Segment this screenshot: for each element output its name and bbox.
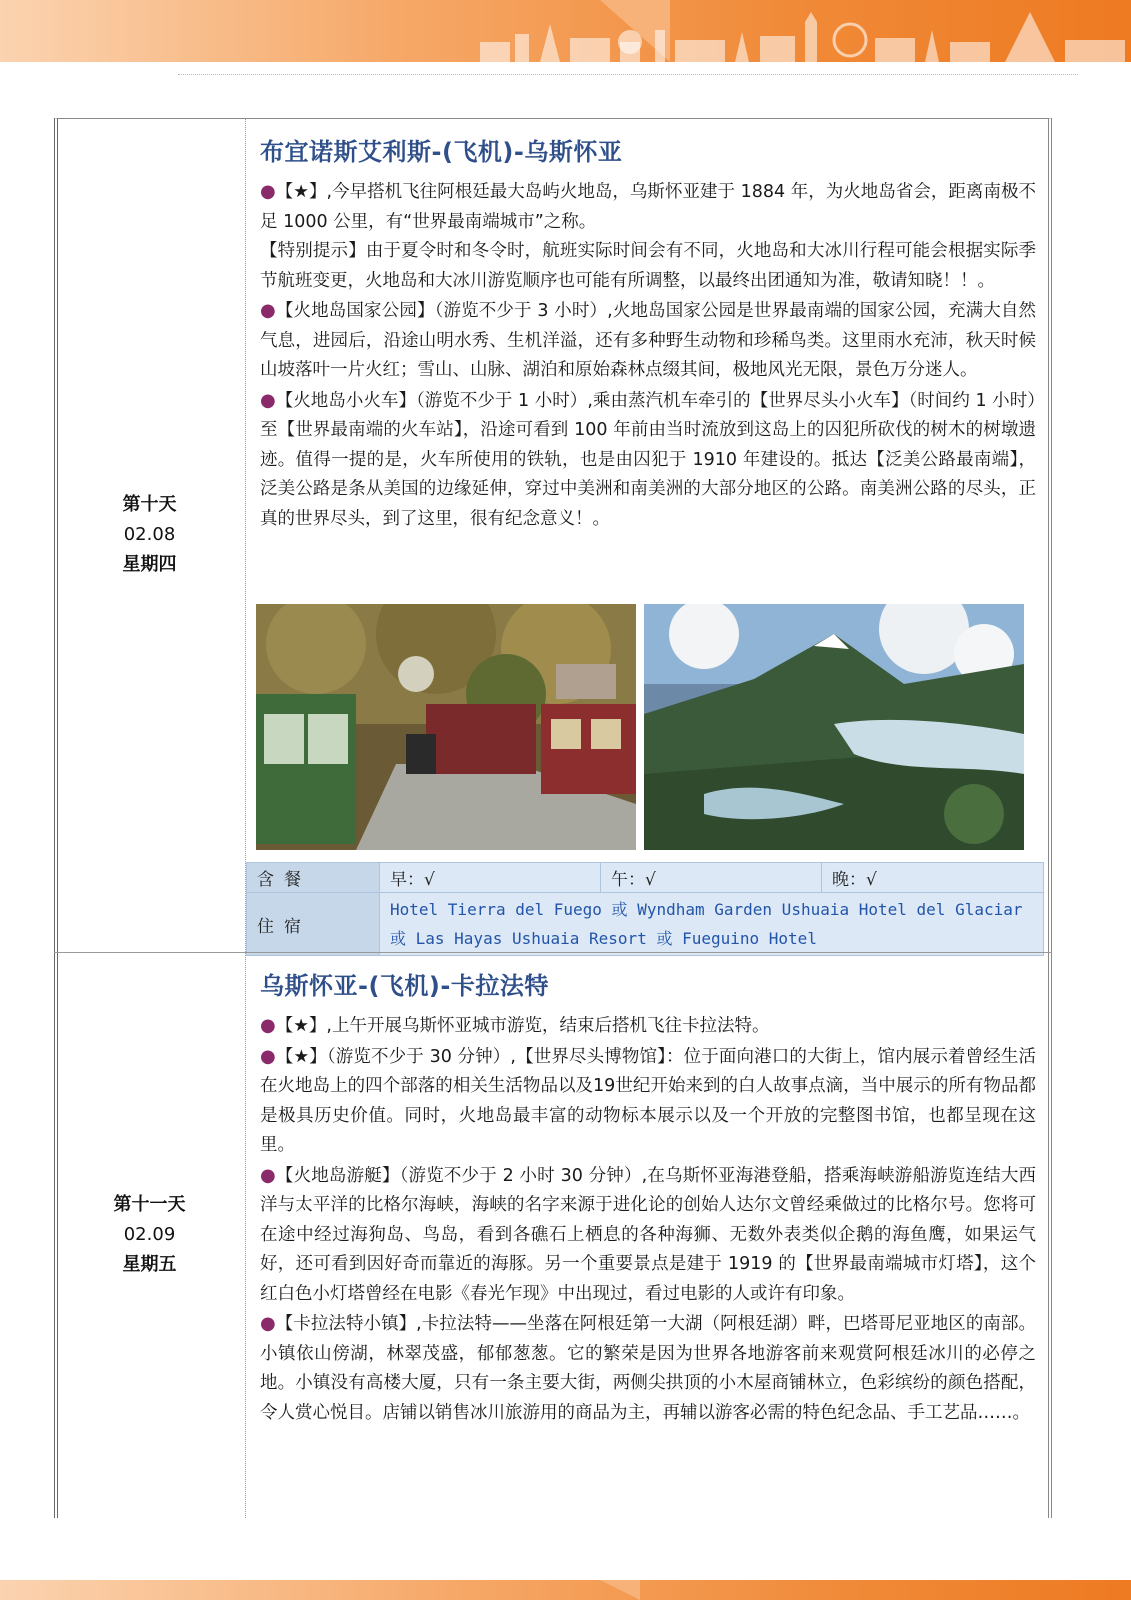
day-title: 乌斯怀亚-(飞机)-卡拉法特 xyxy=(260,972,549,1000)
paragraph: ●【卡拉法特小镇】,卡拉法特——坐落在阿根廷第一大湖（阿根廷湖）畔，巴塔哥尼亚地区的南部。小镇依山傍湖，林翠茂盛，郁郁葱葱。它的繁荣是因为世界各地游客前来观赏阿根廷冰川的必停之地。小镇没有高楼大厦，只有一条主要大街，两侧尖拱顶的小木屋商铺林立，色彩缤纷的颜色搭配，令人赏心悦目。店铺以销售冰川旅游用的商品为主，再辅以游客必需的特色纪念品、手工艺品……。 xyxy=(260,1313,1036,1423)
lodging-label: 住宿 xyxy=(247,893,380,956)
breakfast-cell: 早：√ xyxy=(380,863,601,893)
train-photo xyxy=(256,604,636,850)
city-skyline-icon xyxy=(470,12,1131,62)
day-number: 第十一天 xyxy=(113,1194,186,1215)
day-section-11 xyxy=(54,952,1052,1518)
bullet-icon: ● xyxy=(260,1164,276,1186)
paragraph: 【特别提示】由于夏令时和冬令时，航班实际时间会有不同，火地岛和大冰川行程可能会根据实际季节航班变更，火地岛和大冰川游览顺序也可能有所调整，以最终出团通知为准，敬请知晓！！。 xyxy=(260,241,1036,291)
header-rule xyxy=(178,74,1078,75)
day-section-10 xyxy=(54,118,1052,952)
day-weekday: 星期四 xyxy=(122,554,177,575)
bullet-icon: ● xyxy=(260,300,276,321)
hotel-line: 或 Las Hayas Ushuaia Resort 或 Fueguino Hotel xyxy=(390,929,817,948)
dinner-cell: 晚：√ xyxy=(822,863,1044,893)
day-content xyxy=(246,952,1044,1518)
day-weekday: 星期五 xyxy=(122,1254,177,1275)
day-label-cell xyxy=(54,118,246,952)
day-date: 02.08 xyxy=(123,524,176,545)
meal-lodging-table xyxy=(246,862,1044,956)
header-band xyxy=(0,0,1131,62)
paragraph: ●【★】（游览不少于 30 分钟）,【世界尽头博物馆】：位于面向港口的大街上，馆内展示着曾经生活在火地岛上的四个部落的相关生活物品以及19世纪开始来到的白人故事点滴，当中展示的所有物品都是极具历史价值。同时，火地岛最丰富的动物标本展示以及一个开放的完整图书馆，也都呈现在这里。 xyxy=(260,1045,1036,1155)
bullet-icon: ● xyxy=(260,1313,276,1334)
day-number: 第十天 xyxy=(122,494,177,515)
photo-row xyxy=(256,604,1026,850)
bullet-icon: ● xyxy=(260,1015,276,1036)
bullet-icon: ● xyxy=(260,389,276,411)
paragraph: ●【火地岛游艇】（游览不少于 2 小时 30 分钟）,在乌斯怀亚海港登船，搭乘海峡游船游览连结大西洋与太平洋的比格尔海峡，海峡的名字来源于进化论的创始人达尔文曾经乘做过的比格尔号。您将可在途中经过海狗岛、鸟岛，看到各礁石上栖息的各种海狮、无数外表类似企鹅的海鱼鹰，如果运气好，还可看到因好奇而靠近的海豚。另一个重要景点是建于 1919 的【世界最南端城市灯塔】，这个红白色小灯塔曾经在电影《春光乍现》中出现过，看过电影的人或许有印象。 xyxy=(260,1164,1036,1304)
footer-band xyxy=(0,1580,1131,1600)
lunch-cell: 午：√ xyxy=(601,863,822,893)
day-title: 布宜诺斯艾利斯-(飞机)-乌斯怀亚 xyxy=(260,138,623,166)
footer-wedge xyxy=(600,1580,640,1600)
bullet-icon: ● xyxy=(260,1045,276,1067)
day-date: 02.09 xyxy=(123,1224,176,1245)
paragraph: ●【★】,今早搭机飞往阿根廷最大岛屿火地岛，乌斯怀亚建于 1884 年，为火地岛省会，距离南极不足 1000 公里，有“世界最南端城市”之称。 xyxy=(260,181,1036,232)
meals-label: 含餐 xyxy=(247,863,380,893)
paragraph: ●【火地岛小火车】（游览不少于 1 小时）,乘由蒸汽机车牵引的【世界尽头小火车】（时间约 1 小时）至【世界最南端的火车站】，沿途可看到 100 年前由当时流放到这岛上的囚犯所砍伐的树木的树墩遗迹。值得一提的是，火车所使用的铁轨，也是由囚犯于 1910 年建设的。抵达【泛美公路最南端】，泛美公路是条从美国的边缘延伸，穿过中美洲和南美洲的大部分地区的公路。南美洲公路的尽头，正真的世界尽头，到了这里，很有纪念意义！。 xyxy=(260,389,1036,529)
hotel-line: Hotel Tierra del Fuego 或 Wyndham Garden Ushuaia Hotel del Glaciar xyxy=(390,900,1023,919)
paragraph: ●【★】,上午开展乌斯怀亚城市游览，结束后搭机飞往卡拉法特。 xyxy=(260,1015,770,1036)
bullet-icon: ● xyxy=(260,181,276,202)
day-content xyxy=(246,118,1044,952)
day-label-cell xyxy=(54,952,246,1518)
hotel-cell xyxy=(380,893,1044,956)
paragraph: ●【火地岛国家公园】（游览不少于 3 小时）,火地岛国家公园是世界最南端的国家公园，充满大自然气息，进园后，沿途山明水秀、生机洋溢，还有多种野生动物和珍稀鸟类。这里雨水充沛，秋天时候山坡落叶一片火红；雪山、山脉、湖泊和原始森林点缀其间，极地风光无限，景色万分迷人。 xyxy=(260,300,1036,380)
mountain-lake-photo xyxy=(644,604,1024,850)
